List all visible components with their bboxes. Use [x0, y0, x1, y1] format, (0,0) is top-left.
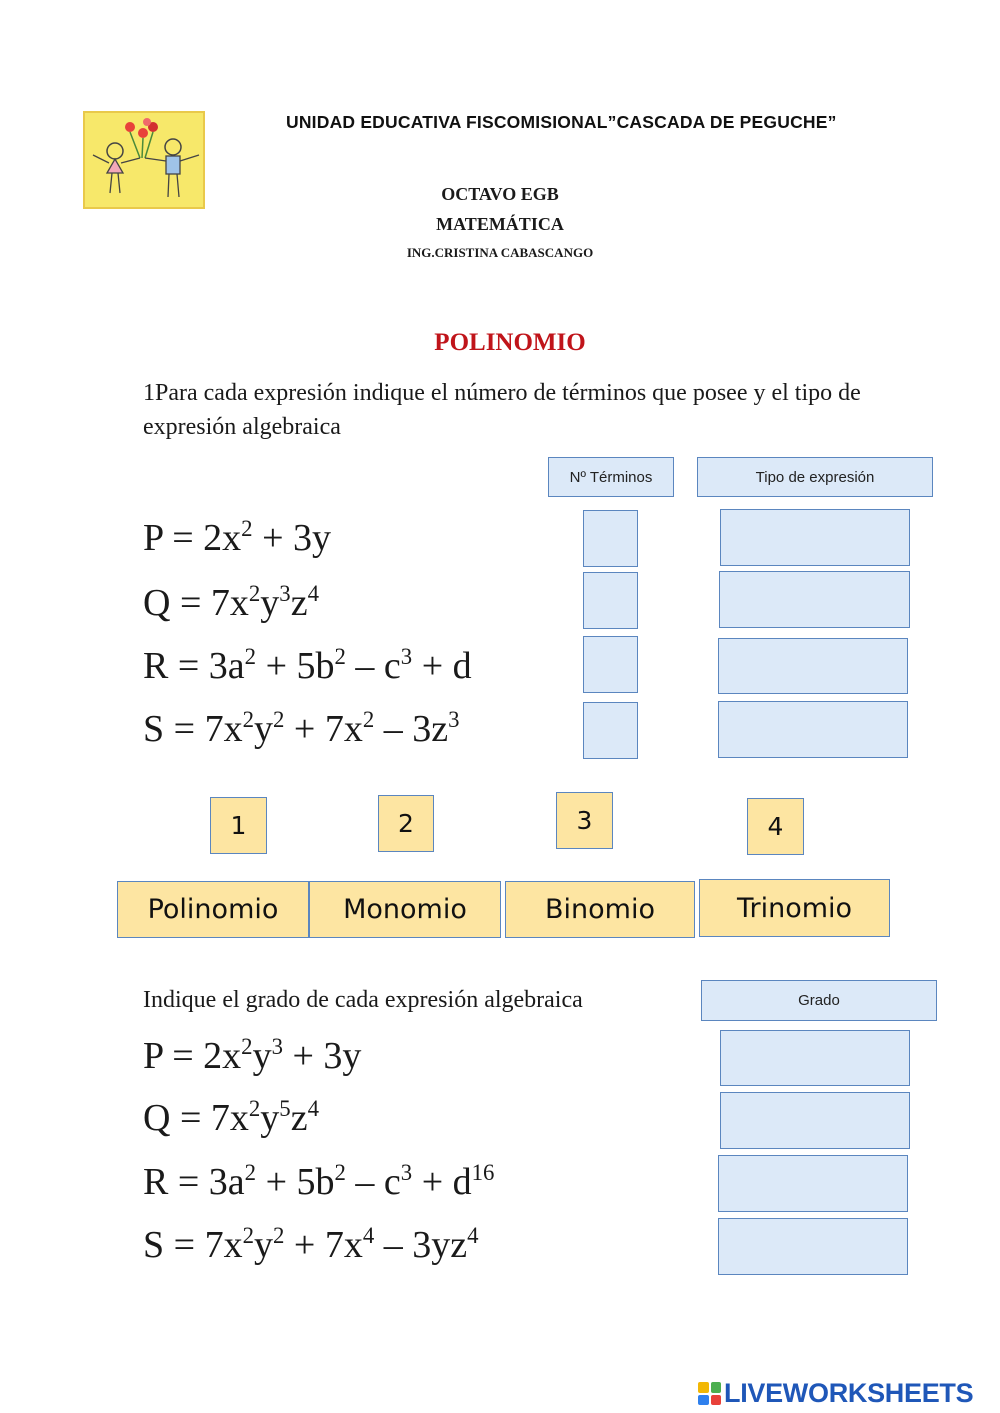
terms-answer-s[interactable] — [583, 702, 638, 759]
expression-r: $R = 3a^2 + 5b^2 - c^3 + d$ — [143, 643, 472, 687]
degree-answer-p[interactable] — [720, 1030, 910, 1086]
grade-label: OCTAVO EGB — [441, 184, 559, 204]
degree-expression-q: $Q = 7x^2y^5z^4$ — [143, 1095, 319, 1139]
degree-expression-p: $P = 2x^2y^3 + 3y$ — [143, 1033, 362, 1077]
degree-answer-r[interactable] — [718, 1155, 908, 1212]
header-degree: Grado — [701, 980, 937, 1021]
subject-label: MATEMÁTICA — [436, 214, 564, 234]
expression-q: $Q = 7x^2y^3z^4$ — [143, 580, 319, 624]
tile-number-4[interactable]: 4 — [747, 798, 804, 855]
expression-p: $P = 2x^2 + 3y$ — [143, 515, 331, 559]
type-answer-q[interactable] — [719, 571, 910, 628]
header-expression-type: Tipo de expresión — [697, 457, 933, 497]
terms-answer-r[interactable] — [583, 636, 638, 693]
instruction-terms: 1Para cada expresión indique el número de términos que posee y el tipo de expresión algebraica — [143, 380, 861, 440]
terms-answer-p[interactable] — [583, 510, 638, 567]
school-name: UNIDAD EDUCATIVA FISCOMISIONAL”CASCADA DE PEGUCHE” — [286, 112, 837, 132]
degree-expression-r: $R = 3a^2 + 5b^2 - c^3 + d^{16}$ — [143, 1159, 495, 1203]
tile-binomio[interactable]: Binomio — [505, 881, 695, 938]
instruction-degree: Indique el grado de cada expresión algebraica — [143, 987, 583, 1013]
header-num-terms: Nº Términos — [548, 457, 674, 497]
tile-number-1[interactable]: 1 — [210, 797, 267, 854]
type-answer-p[interactable] — [720, 509, 910, 566]
type-answer-r[interactable] — [718, 638, 908, 694]
expression-s: $S = 7x^2y^2 + 7x^2 - 3z^3$ — [143, 706, 460, 750]
liveworksheets-logo — [698, 1378, 973, 1409]
degree-answer-q[interactable] — [720, 1092, 910, 1149]
tile-number-3[interactable]: 3 — [556, 792, 613, 849]
degree-answer-s[interactable] — [718, 1218, 908, 1275]
teacher-name: ING.CRISTINA CABASCANGO — [406, 245, 594, 260]
tile-polinomio[interactable]: Polinomio — [117, 881, 309, 938]
tile-trinomio[interactable]: Trinomio — [699, 879, 890, 937]
type-answer-s[interactable] — [718, 701, 908, 758]
tile-monomio[interactable]: Monomio — [309, 881, 501, 938]
liveworksheets-mark-icon — [698, 1382, 721, 1405]
terms-answer-q[interactable] — [583, 572, 638, 629]
brand-name: LIVEWORKSHEETS — [724, 1378, 974, 1408]
worksheet-title: POLINOMIO — [434, 329, 586, 356]
tile-number-2[interactable]: 2 — [378, 795, 434, 852]
degree-expression-s: $S = 7x^2y^2 + 7x^4 - 3yz^4$ — [143, 1222, 479, 1266]
